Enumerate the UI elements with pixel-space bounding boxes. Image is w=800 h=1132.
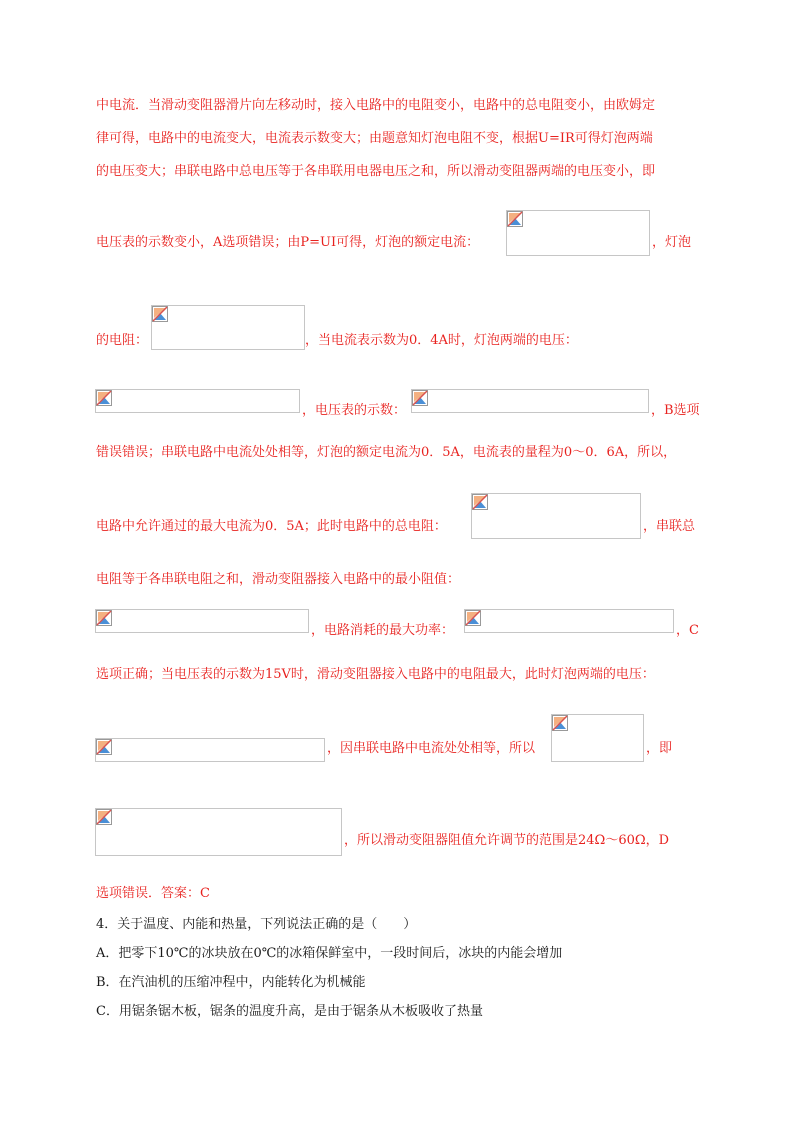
formula-image-bulb-voltage bbox=[95, 389, 300, 413]
explanation-line-12a: ，因串联电路中电流处处相等，所以 bbox=[327, 741, 536, 756]
broken-image-icon bbox=[412, 390, 428, 406]
explanation-line-2: 律可得，电路中的电流变大，电流表示数变大；由题意知灯泡电阻不变，根据U=IR可得灯泡两端 bbox=[96, 131, 653, 146]
option-b: B．在汽油机的压缩冲程中，内能转化为机械能 bbox=[96, 975, 366, 990]
explanation-line-7: 错误错误；串联电路中电流处处相等，灯泡的额定电流为0．5A，电流表的量程为0～0．6A，所以， bbox=[96, 445, 677, 460]
explanation-line-11: 选项正确；当电压表的示数为15V时，滑动变阻器接入电路中的电阻最大，此时灯泡两端的电压： bbox=[96, 667, 655, 682]
option-c: C．用锯条锯木板，锯条的温度升高，是由于锯条从木板吸收了热量 bbox=[96, 1004, 483, 1019]
option-a: A．把零下10℃的冰块放在0℃的冰箱保鲜室中，一段时间后，冰块的内能会增加 bbox=[96, 946, 563, 961]
broken-image-icon bbox=[96, 739, 112, 755]
explanation-line-6a: ，电压表的示数： bbox=[302, 403, 407, 418]
question-4-stem: 4．关于温度、内能和热量，下列说法正确的是（ ） bbox=[96, 917, 417, 932]
explanation-line-4b: ，灯泡 bbox=[652, 235, 692, 250]
formula-image-voltmeter-reading bbox=[411, 389, 649, 413]
explanation-line-10a: ，电路消耗的最大功率： bbox=[311, 623, 455, 638]
explanation-line-13: ，所以滑动变阻器阻值允许调节的范围是24Ω～60Ω，D bbox=[344, 833, 670, 848]
broken-image-icon bbox=[472, 494, 488, 510]
formula-image-rated-current bbox=[506, 210, 650, 256]
explanation-answer: 选项错误．答案：C bbox=[96, 886, 210, 901]
formula-image-min-resistance bbox=[95, 609, 309, 633]
formula-image-max-power bbox=[464, 609, 674, 633]
explanation-line-8a: 电路中允许通过的最大电流为0．5A；此时电路中的总电阻： bbox=[96, 519, 447, 534]
explanation-line-10b: ，C bbox=[676, 623, 699, 638]
explanation-line-1: 中电流．当滑动变阻器滑片向左移动时，接入电路中的电阻变小，电路中的总电阻变小，由欧姆定 bbox=[96, 98, 656, 113]
explanation-line-4a: 电压表的示数变小，A选项错误；由P=UI可得，灯泡的额定电流： bbox=[96, 235, 480, 250]
formula-image-max-resistance bbox=[95, 808, 342, 856]
formula-image-total-resistance bbox=[471, 493, 641, 539]
formula-image-bulb-voltage-2 bbox=[95, 738, 325, 762]
explanation-line-5a: 的电阻： bbox=[96, 333, 149, 348]
explanation-line-5b: ，当电流表示数为0．4A时，灯泡两端的电压： bbox=[305, 333, 578, 348]
broken-image-icon bbox=[507, 211, 523, 227]
broken-image-icon bbox=[465, 610, 481, 626]
formula-image-bulb-resistance bbox=[151, 305, 305, 350]
explanation-line-6b: ，B选项 bbox=[651, 403, 700, 418]
broken-image-icon bbox=[96, 390, 112, 406]
explanation-line-12b: ，即 bbox=[646, 741, 673, 756]
broken-image-icon bbox=[96, 809, 112, 825]
broken-image-icon bbox=[552, 715, 568, 731]
explanation-line-8b: ，串联总 bbox=[643, 519, 696, 534]
explanation-line-3: 的电压变大；串联电路中总电压等于各串联用电器电压之和，所以滑动变阻器两端的电压变小，即 bbox=[96, 164, 656, 179]
broken-image-icon bbox=[96, 610, 112, 626]
explanation-line-9: 电阻等于各串联电阻之和，滑动变阻器接入电路中的最小阻值： bbox=[96, 572, 461, 587]
formula-image-current-equality bbox=[551, 714, 644, 762]
broken-image-icon bbox=[152, 306, 168, 322]
